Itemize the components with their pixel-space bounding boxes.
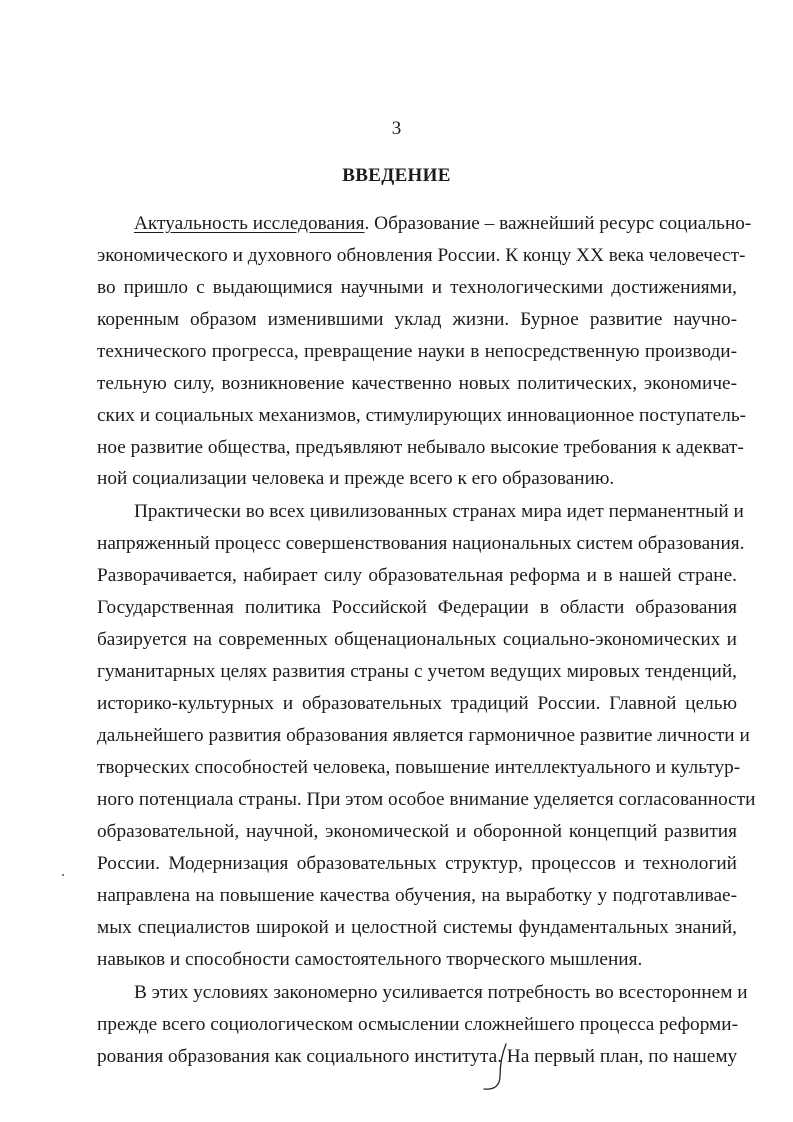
paragraph-line: образовательной, научной, экономической и оборонной концепций развития [97, 821, 737, 842]
paragraph-line: творческих способностей человека, повышение интеллектуального и культур- [97, 757, 741, 778]
paragraph-line: ного потенциала страны. При этом особое внимание уделяется согласованности [97, 789, 756, 810]
paragraph-line: прежде всего социологическом осмыслении сложнейшего процесса реформи- [97, 1014, 738, 1035]
paragraph-line: навыков и способности самостоятельного творческого мышления. [97, 949, 643, 970]
paragraph-line: гуманитарных целях развития страны с учетом ведущих мировых тенденций, [97, 661, 737, 682]
line-text: . Образование – важнейший ресурс социально- [364, 213, 752, 234]
paragraph-line [134, 212, 752, 236]
paragraph-line: Разворачивается, набирает силу образовательная реформа и в нашей стране. [97, 565, 737, 586]
paragraph-line: мых специалистов широкой и целостной системы фундаментальных знаний, [97, 917, 737, 938]
paragraph-line: во пришло с выдающимися научными и технологическими достижениями, [97, 277, 737, 298]
paragraph-line: В этих условиях закономерно усиливается потребность во всестороннем и [134, 982, 748, 1003]
paragraph-line: ских и социальных механизмов, стимулирующих инновационное поступатель- [97, 405, 747, 426]
paragraph-line: коренным образом изменившими уклад жизни. Бурное развитие научно- [97, 309, 737, 330]
paragraph-line: технического прогресса, превращение науки в непосредственную производи- [97, 341, 737, 362]
paragraph-line: историко-культурных и образовательных традиций России. Главной целью [97, 693, 737, 714]
paragraph-line: ной социализации человека и прежде всего к его образованию. [97, 468, 615, 489]
page-number: 3 [391, 118, 402, 139]
topic-relevance-label: Актуальность исследования [134, 213, 365, 234]
paragraph-line: напряженный процесс совершенствования национальных систем образования. [97, 533, 745, 554]
paragraph-line: ное развитие общества, предъявляют небывало высокие требования к адекват- [97, 437, 744, 458]
paragraph-line: дальнейшего развития образования является гармоничное развитие личности и [97, 725, 750, 746]
scan-speck [62, 874, 64, 876]
paragraph-line: экономического и духовного обновления России. К концу XX века человечест- [97, 245, 746, 266]
paragraph-line: направлена на повышение качества обучения, на выработку у подготавливае- [97, 885, 737, 906]
paragraph-line: рования образования как социального института. На первый план, по нашему [97, 1046, 738, 1067]
section-heading: ВВЕДЕНИЕ [342, 165, 451, 186]
paragraph-line: Практически во всех цивилизованных странах мира идет перманентный и [134, 501, 744, 522]
paragraph-line: России. Модернизация образовательных структур, процессов и технологий [97, 853, 737, 874]
paragraph-line: тельную силу, возникновение качественно новых политических, экономиче- [97, 373, 737, 394]
paragraph-line: базируется на современных общенациональных социально-экономических и [97, 629, 737, 650]
paragraph-line: Государственная политика Российской Федерации в области образования [97, 597, 737, 618]
handwritten-mark-icon [478, 1040, 512, 1096]
